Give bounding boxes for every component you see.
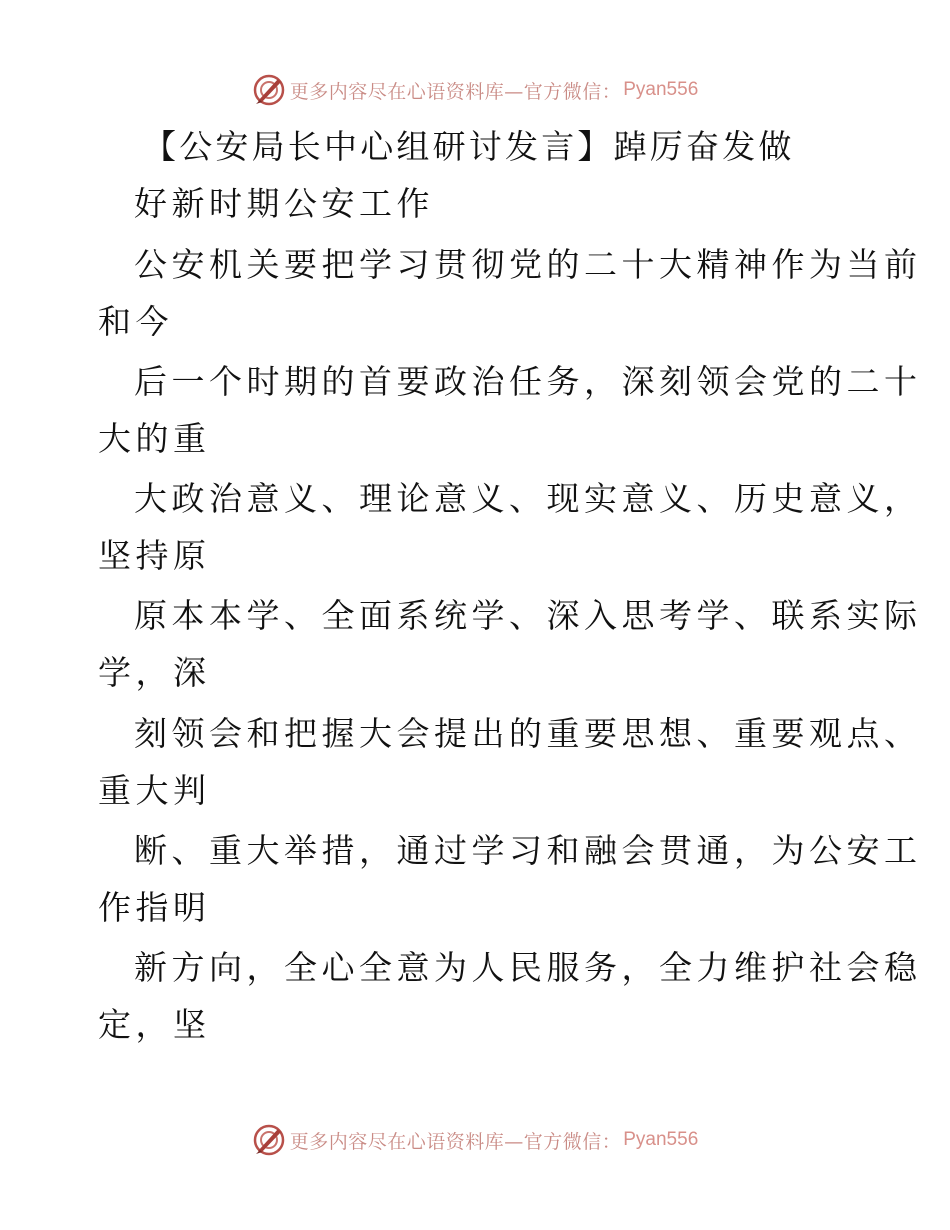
body-line: 原本本学、全面系统学、深入思考学、联系实际 (134, 596, 922, 635)
body-line: 大政治意义、理论意义、现实意义、历史意义， (134, 479, 922, 518)
body-line: 定，坚 (98, 1005, 211, 1044)
brush-logo-icon (252, 73, 286, 107)
brush-logo-icon (252, 1123, 286, 1157)
watermark-banner-bottom (0, 1120, 950, 1160)
body-line: 学，深 (98, 653, 211, 692)
body-line: 刻领会和把握大会提出的重要思想、重要观点、 (134, 714, 922, 753)
document-title-line-1: 【公安局长中心组研讨发言】踔厉奋发做 (143, 127, 795, 166)
watermark-banner-top (0, 70, 950, 110)
body-line: 坚持原 (98, 536, 211, 575)
body-line: 和今 (98, 302, 173, 341)
watermark-text: 更多内容尽在心语资料库—官方微信： (289, 1130, 622, 1153)
watermark-text: 更多内容尽在心语资料库—官方微信： (289, 80, 622, 103)
body-line: 重大判 (98, 771, 211, 810)
body-line: 后一个时期的首要政治任务，深刻领会党的二十 (134, 362, 922, 401)
body-line: 新方向，全心全意为人民服务，全力维护社会稳 (134, 948, 922, 987)
body-line: 大的重 (98, 419, 211, 458)
body-line: 断、重大举措，通过学习和融会贯通，为公安工 (134, 831, 922, 870)
watermark-wechat-id: Pyan556 (623, 1129, 699, 1150)
watermark-wechat-id: Pyan556 (623, 79, 699, 100)
document-title-line-2: 好新时期公安工作 (134, 184, 434, 223)
body-line: 公安机关要把学习贯彻党的二十大精神作为当前 (134, 245, 922, 284)
body-line: 作指明 (98, 888, 211, 927)
